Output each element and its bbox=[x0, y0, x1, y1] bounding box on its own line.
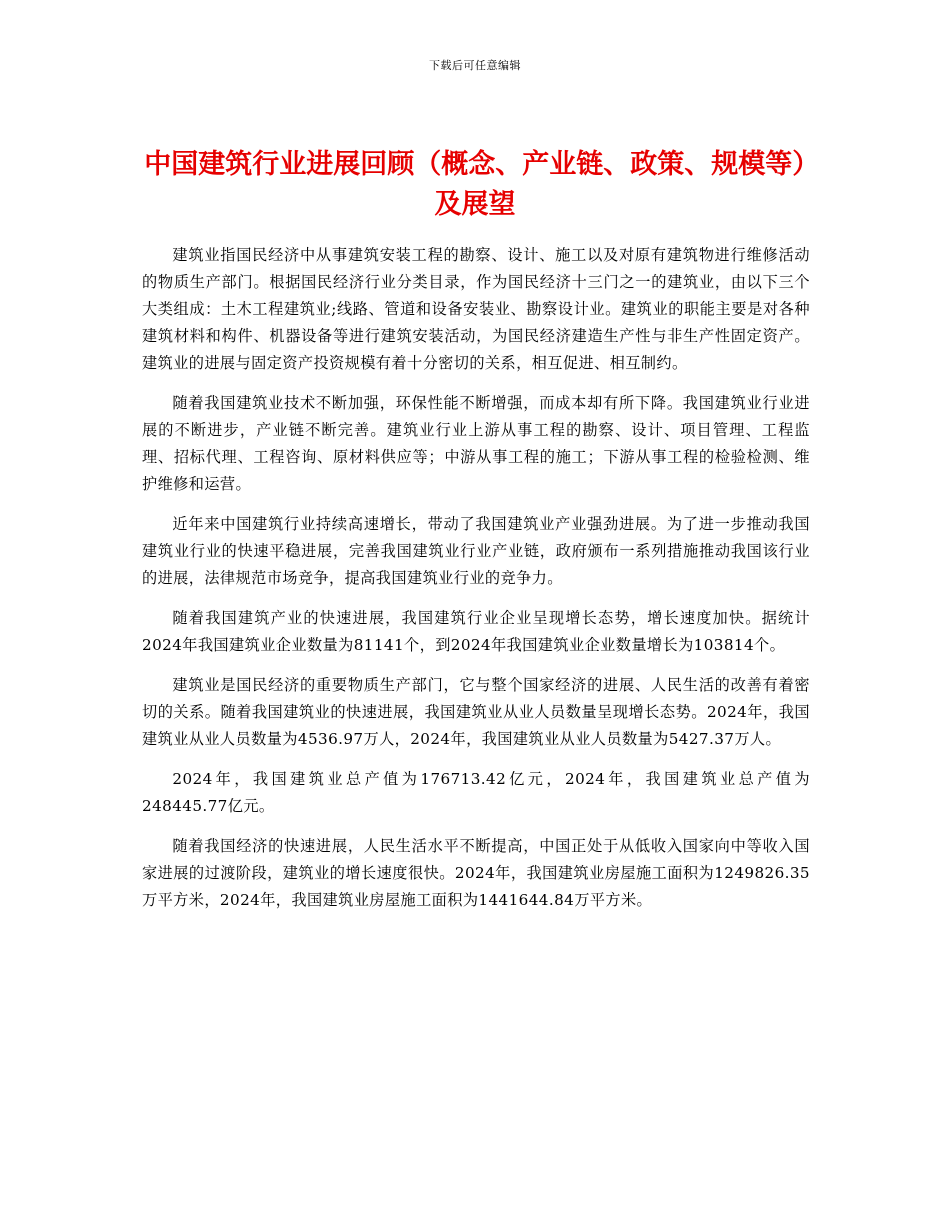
paragraph-construction-area: 随着我国经济的快速进展，人民生活水平不断提高，中国正处于从低收入国家向中等收入国家进展的过渡阶段，建筑业的增长速度很快。2024年，我国建筑业房屋施工面积为1249826.35万平方米，2024年，我国建筑业房屋施工面积为1441644.84万平方米。 bbox=[142, 837, 810, 909]
paragraph-industry-chain: 随着我国建筑业技术不断加强，环保性能不断增强，而成本却有所下降。我国建筑业行业进展的不断进步，产业链不断完善。建筑业行业上游从事工程的勘察、设计、项目管理、工程监理、招标代理、工程咨询、原材料供应等；中游从事工程的施工；下游从事工程的检验检测、维护维修和运营。 bbox=[142, 394, 810, 493]
paragraph-definition: 建筑业指国民经济中从事建筑安装工程的勘察、设计、施工以及对原有建筑物进行维修活动的物质生产部门。根据国民经济行业分类目录，作为国民经济十三门之一的建筑业，由以下三个大类组成：土木工程建筑业;线路、管道和设备安装业、勘察设计业。建筑业的职能主要是对各种建筑材料和构件、机器设备等进行建筑安装活动，为国民经济建造生产性与非生产性固定资产。建筑业的进展与固定资产投资规模有着十分密切的关系，相互促进、相互制约。 bbox=[142, 246, 810, 372]
paragraph-output-value: 2024年，我国建筑业总产值为176713.42亿元，2024年，我国建筑业总产值为248445.77亿元。 bbox=[142, 770, 810, 815]
paragraph-enterprise-count: 随着我国建筑产业的快速进展，我国建筑行业企业呈现增长态势，增长速度加快。据统计2024年我国建筑业企业数量为81141个，到2024年我国建筑业企业数量增长为103814个。 bbox=[142, 609, 810, 654]
paragraph-employment: 建筑业是国民经济的重要物质生产部门，它与整个国家经济的进展、人民生活的改善有着密切的关系。随着我国建筑业的快速进展，我国建筑业从业人员数量呈现增长态势。2024年，我国建筑业从业人员数量为4536.97万人，2024年，我国建筑业从业人员数量为5427.37万人。 bbox=[142, 676, 810, 748]
document-title: 中国建筑行业进展回顾（概念、产业链、政策、规模等）及展望 bbox=[144, 149, 806, 220]
document-body bbox=[142, 242, 810, 927]
header-note: 下载后可任意编辑 bbox=[429, 59, 521, 72]
paragraph-policy: 近年来中国建筑行业持续高速增长，带动了我国建筑业产业强劲进展。为了进一步推动我国建筑业行业的快速平稳进展，完善我国建筑业行业产业链，政府颁布一系列措施推动我国该行业的进展，法律规范市场竞争，提高我国建筑业行业的竞争力。 bbox=[142, 515, 810, 587]
